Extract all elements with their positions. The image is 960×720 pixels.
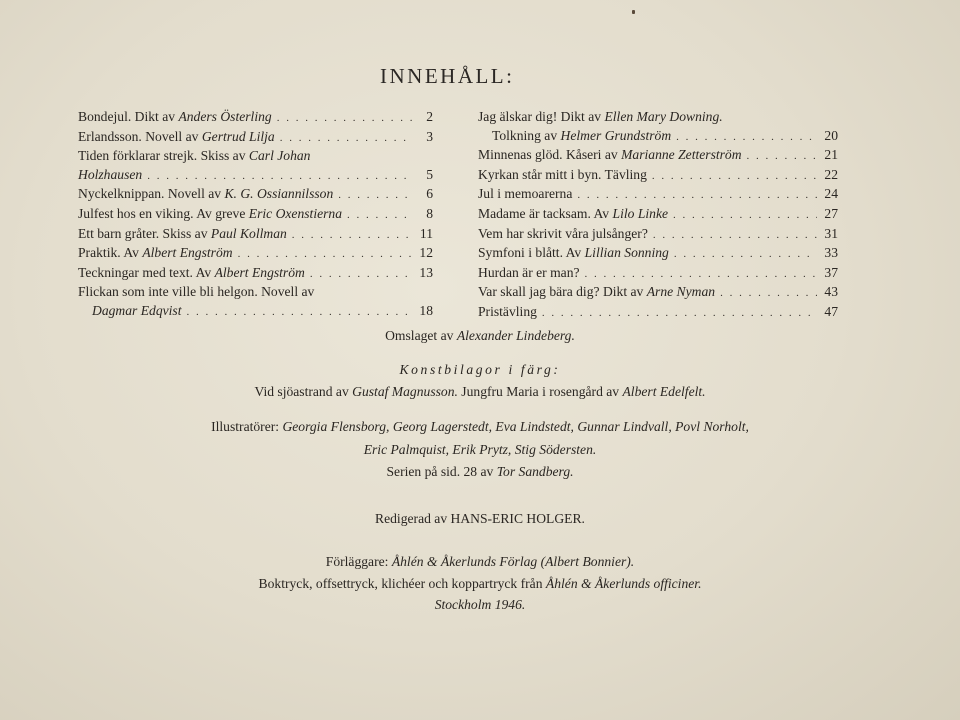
toc-entry: Praktik. Av Albert Engström . . . 12 — [78, 244, 433, 264]
contents-left-column — [78, 108, 433, 322]
toc-entry: Tiden förklarar strejk. Skiss av Carl Johan — [78, 148, 311, 164]
toc-entry-continued: Dagmar Edqvist . . . 18 — [78, 302, 433, 322]
paper-speck — [632, 10, 635, 14]
plates-credit: Vid sjöastrand av Gustaf Magnusson. Jungfru Maria i rosengård av Albert Edelfelt. — [254, 384, 706, 399]
toc-entry: Bondejul. Dikt av Anders Österling . . . 2 — [78, 108, 433, 128]
toc-entry: Jul i memoarerna . . . 24 — [478, 185, 838, 205]
illustrators-line-2: Eric Palmquist, Erik Prytz, Stig Södersten. — [363, 442, 597, 457]
cover-credit: Omslaget av Alexander Lindeberg. — [385, 328, 575, 343]
toc-entry: Var skall jag bära dig? Dikt av Arne Nyman . . . 43 — [478, 283, 838, 303]
toc-entry: Flickan som inte ville bli helgon. Novell av — [78, 284, 315, 300]
series-credit: Serien på sid. 28 av Tor Sandberg. — [386, 464, 574, 479]
toc-entry: Nyckelknippan. Novell av K. G. Ossiannilsson . . . 6 — [78, 185, 433, 205]
plates-heading: Konstbilagor i färg: — [399, 362, 561, 377]
printer-line: Boktryck, offsettryck, klichéer och koppartryck från Åhlén & Åkerlunds officiner. — [258, 576, 702, 591]
contents-right-column — [478, 108, 838, 323]
toc-entry: Symfoni i blått. Av Lillian Sonning . . . 33 — [478, 244, 838, 264]
toc-entry-continued: Holzhausen . . . 5 — [78, 166, 433, 186]
illustrators-line: Illustratörer: Georgia Flensborg, Georg Lagerstedt, Eva Lindstedt, Gunnar Lindvall, Povl Norholt, — [211, 419, 749, 434]
toc-entry: Julfest hos en viking. Av greve Eric Oxenstierna . . . 8 — [78, 205, 433, 225]
toc-entry: Ett barn gråter. Skiss av Paul Kollman . . . 11 — [78, 225, 433, 245]
toc-entry: Hurdan är er man? . . . 37 — [478, 264, 838, 284]
toc-entry: Madame är tacksam. Av Lilo Linke . . . 27 — [478, 205, 838, 225]
toc-entry: Pristävling . . . 47 — [478, 303, 838, 323]
page-title: INNEHÅLL: — [380, 64, 515, 88]
publisher-line: Förläggare: Åhlén & Åkerlunds Förlag (Albert Bonnier). — [325, 554, 635, 569]
editor-credit: Redigerad av HANS-ERIC HOLGER. — [375, 511, 585, 526]
toc-entry: Teckningar med text. Av Albert Engström . . . 13 — [78, 264, 433, 284]
toc-entry: Erlandsson. Novell av Gertrud Lilja . . . 3 — [78, 128, 433, 148]
toc-entry-continued: Tolkning av Helmer Grundström . . . 20 — [478, 127, 838, 147]
toc-entry: Vem har skrivit våra julsånger? . . . 31 — [478, 225, 838, 245]
toc-entry: Minnenas glöd. Kåseri av Marianne Zetterström . . . 21 — [478, 146, 838, 166]
toc-entry: Jag älskar dig! Dikt av Ellen Mary Downing. — [478, 109, 723, 124]
toc-entry: Kyrkan står mitt i byn. Tävling . . . 22 — [478, 166, 838, 186]
place-year: Stockholm 1946. — [434, 597, 526, 612]
